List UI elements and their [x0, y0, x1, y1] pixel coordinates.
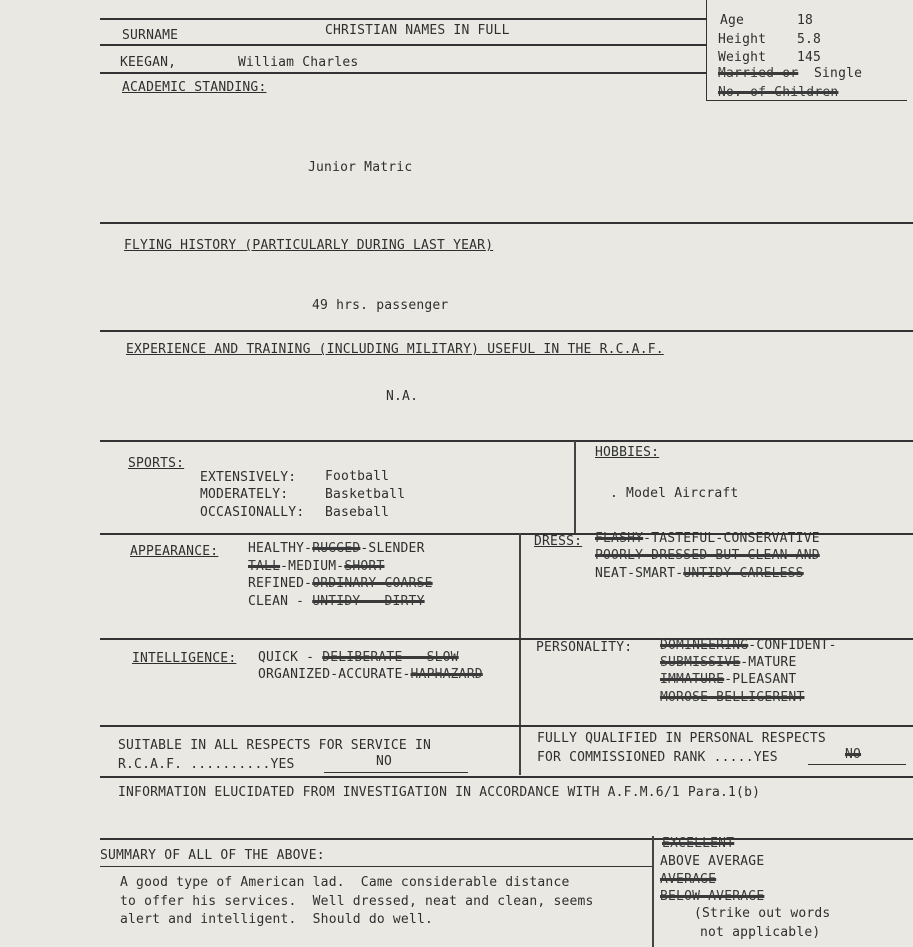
divider — [519, 533, 521, 775]
rule — [100, 18, 706, 20]
intelligence-text: QUICK - — [258, 650, 323, 665]
hobbies-label: HOBBIES: — [595, 445, 660, 460]
surname-label: SURNAME — [122, 28, 179, 43]
divider — [574, 441, 576, 534]
christian-names-value: William Charles — [238, 55, 359, 70]
intelligence-label: INTELLIGENCE: — [132, 651, 237, 666]
children-struck: No. of Children — [718, 85, 839, 100]
age-value: 18 — [797, 13, 814, 28]
appearance-struck: RUGGED — [312, 541, 361, 556]
height-value: 5.8 — [797, 32, 822, 47]
academic-label: ACADEMIC STANDING: — [122, 80, 267, 95]
suitable-line1: SUITABLE IN ALL RESPECTS FOR SERVICE IN — [118, 738, 432, 753]
rule — [100, 838, 913, 840]
personality-struck: SUBMISSIVE — [660, 655, 741, 670]
sports-extensively-label: EXTENSIVELY: — [200, 470, 297, 485]
rule — [100, 44, 706, 46]
personality-label: PERSONALITY: — [536, 640, 633, 655]
sports-label: SPORTS: — [128, 456, 185, 471]
appearance-text: -MEDIUM- — [280, 559, 345, 574]
personality-struck: MOROSE-BELLIGERENT — [660, 690, 805, 705]
rule — [100, 866, 652, 867]
suitable-no: NO — [376, 754, 393, 769]
personality-struck: IMMATURE — [660, 672, 725, 687]
rating-excellent-struck: EXCELLENT — [662, 836, 735, 851]
summary-line2: to offer his services. Well dressed, neat and clean, seems — [120, 894, 594, 909]
sports-extensively-value: Football — [325, 469, 390, 484]
rating-above-average: ABOVE AVERAGE — [660, 854, 765, 869]
rule — [100, 776, 913, 778]
appearance-text: REFINED- — [248, 576, 313, 591]
sports-occasionally-label: OCCASIONALLY: — [200, 505, 305, 520]
flying-history-label: FLYING HISTORY (PARTICULARLY DURING LAST YEAR) — [124, 238, 494, 253]
appearance-struck: ORDINARY-COARSE — [312, 576, 433, 591]
answer-underline — [324, 772, 468, 773]
appearance-text: HEALTHY- — [248, 541, 313, 556]
appearance-struck: SHORT — [344, 559, 385, 574]
summary-label: SUMMARY OF ALL OF THE ABOVE: — [100, 848, 325, 863]
age-label: Age — [720, 13, 745, 28]
personality-text: -PLEASANT — [724, 672, 797, 687]
flying-history-value: 49 hrs. passenger — [312, 298, 449, 313]
hobbies-value: . Model Aircraft — [610, 486, 739, 501]
dress-struck: POORLY DRESSED BUT CLEAN AND — [595, 548, 820, 563]
single-value: Single — [814, 66, 863, 81]
qualified-no-struck: NO — [845, 747, 862, 762]
weight-value: 145 — [797, 50, 822, 65]
appearance-struck: UNTIDY - DIRTY — [312, 594, 425, 609]
appearance-text: CLEAN - — [248, 594, 313, 609]
rule — [100, 72, 706, 74]
height-label: Height — [718, 32, 767, 47]
weight-label: Weight — [718, 50, 767, 65]
dress-text: NEAT-SMART- — [595, 566, 684, 581]
experience-label: EXPERIENCE AND TRAINING (INCLUDING MILITARY) USEFUL IN THE R.C.A.F. — [126, 342, 664, 357]
sports-occasionally-value: Baseball — [325, 505, 390, 520]
academic-value: Junior Matric — [308, 160, 413, 175]
surname-value: KEEGAN, — [120, 55, 177, 70]
sports-moderately-value: Basketball — [325, 487, 406, 502]
dress-label: DRESS: — [534, 534, 583, 549]
christian-names-label: CHRISTIAN NAMES IN FULL — [325, 23, 510, 38]
appearance-struck: TALL — [248, 559, 281, 574]
rule — [100, 440, 913, 442]
married-struck: Married or — [718, 66, 799, 81]
answer-underline — [808, 764, 906, 765]
intelligence-text: ORGANIZED-ACCURATE- — [258, 667, 411, 682]
qualified-line1: FULLY QUALIFIED IN PERSONAL RESPECTS — [537, 731, 826, 746]
rating-below-average-struck: BELOW AVERAGE — [660, 889, 765, 904]
dress-struck: UNTIDY-CARELESS — [683, 566, 804, 581]
personality-text: -CONFIDENT- — [748, 638, 837, 653]
experience-value: N.A. — [386, 389, 419, 404]
intelligence-struck: HAPHAZARD — [410, 667, 483, 682]
dress-struck: FLASHY — [595, 531, 644, 546]
summary-line1: A good type of American lad. Came considerable distance — [120, 875, 570, 890]
sports-moderately-label: MODERATELY: — [200, 487, 289, 502]
rule — [100, 222, 913, 224]
summary-line3: alert and intelligent. Should do well. — [120, 912, 434, 927]
rating-note-2: not applicable) — [700, 925, 821, 940]
rating-average-struck: AVERAGE — [660, 872, 717, 887]
information-label: INFORMATION ELUCIDATED FROM INVESTIGATION IN ACCORDANCE WITH A.F.M.6/1 Para.1(b) — [118, 785, 761, 800]
personality-text: -MATURE — [740, 655, 797, 670]
suitable-line2: R.C.A.F. ..........YES — [118, 757, 295, 772]
rule — [100, 725, 913, 727]
rating-note-1: (Strike out words — [694, 906, 831, 921]
intelligence-struck: DELIBERATE - SLOW — [322, 650, 459, 665]
rule — [100, 330, 913, 332]
divider — [652, 836, 654, 947]
appearance-text: -SLENDER — [360, 541, 425, 556]
appearance-label: APPEARANCE: — [130, 544, 219, 559]
qualified-line2: FOR COMMISSIONED RANK .....YES — [537, 750, 778, 765]
dress-text: -TASTEFUL-CONSERVATIVE — [643, 531, 820, 546]
personality-struck: DOMINEERING — [660, 638, 749, 653]
